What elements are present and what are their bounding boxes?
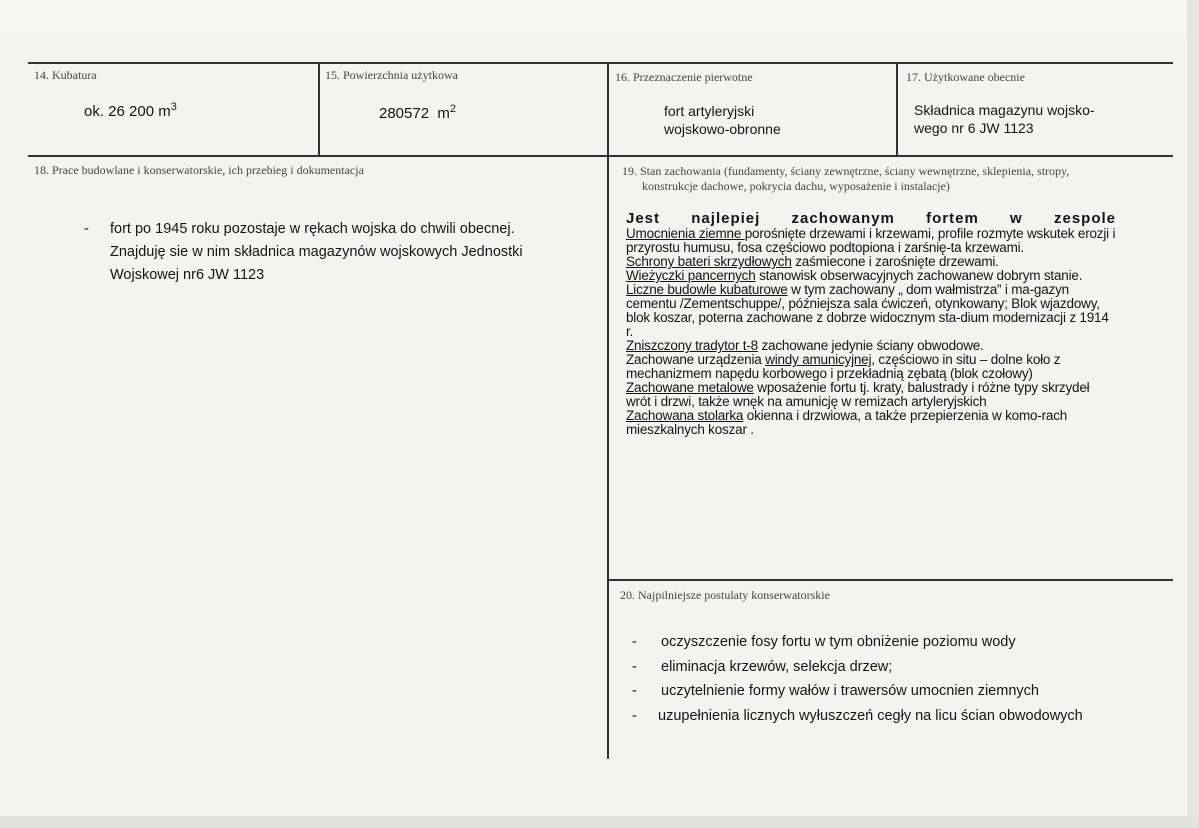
stan-wiezyczki-desc: stanowisk obserwacyjnych zachowanew dobrym stanie. — [755, 268, 1083, 283]
prace-budowlane-label: 18. Prace budowlane i konserwatorskie, ich przebieg i dokumentacja — [34, 163, 364, 177]
scan-top-margin — [0, 0, 1199, 36]
grid-line-col2 — [607, 62, 609, 759]
stan-zachowania-heading: Jest najlepiej zachowanym fortem w zespole — [626, 210, 1116, 227]
stan-umocnienia-desc: porośnięte drzewami i krzewami, profile rozmyte wskutek erozji i przyrostu humusu, fosa częściowo podtopiona i zarśnię-ta krzewami. — [626, 226, 1116, 255]
grid-line-col1 — [318, 62, 320, 157]
uzytkowane-label: 17. Użytkowane obecnie — [906, 70, 1025, 84]
stan-para-schrony — [626, 255, 1116, 269]
stan-para-wiezyczki — [626, 269, 1116, 283]
uzytkowane-line-1: Składnica magazynu wojsko- — [914, 102, 1095, 118]
stan-para-windy — [626, 353, 1116, 381]
stan-para-umocnienia — [626, 227, 1116, 255]
grid-line-col3 — [896, 62, 898, 157]
przeznaczenie-label: 16. Przeznaczenie pierwotne — [615, 70, 753, 84]
powierzchnia-label: 15. Powierzchnia użytkowa — [325, 68, 458, 82]
postulat-dash: - — [632, 683, 637, 699]
scan-right-margin — [1187, 0, 1199, 828]
stan-windy-prefix: Zachowane urządzenia — [626, 352, 766, 367]
kubatura-value — [84, 103, 177, 121]
stan-windy-desc: , częściowo in situ – dolne koło z mechanizmem napędu korbowego i przekładnią zębatą (blok czołowy) — [626, 352, 1061, 381]
stan-tradytor-desc: zachowane jedynie ściany obwodowe. — [757, 338, 984, 353]
stan-metalowe-term: Zachowane metalowe — [626, 380, 754, 395]
powierzchnia-unit-exponent: 2 — [449, 103, 457, 115]
stan-budowle-term: Liczne budowle kubaturowe — [626, 282, 788, 297]
przeznaczenie-line-1: fort artyleryjski — [664, 103, 755, 119]
powierzchnia-value — [379, 105, 456, 123]
uzytkowane-line-2: wego nr 6 JW 1123 — [914, 120, 1034, 136]
grid-line-s20-top — [608, 579, 1173, 581]
prace-budowlane-text — [84, 218, 584, 287]
stan-umocnienia-term: Umocnienia ziemne — [626, 226, 745, 241]
postulaty-label: 20. Najpilniejsze postulaty konserwatorskie — [620, 588, 830, 602]
stan-metalowe-desc: wposażenie fortu tj. kraty, balustrady i różne typy skrzydeł wrót i drzwi, także wnęk na amunicję w remizach artyleryjskich — [626, 380, 1090, 409]
powierzchnia-number: 280572 m — [379, 105, 450, 122]
stan-para-metalowe — [626, 381, 1116, 409]
stan-tradytor-term: Zniszczony tradytor t-8 — [626, 338, 758, 353]
stan-para-budowle — [626, 283, 1116, 339]
stan-schrony-desc: zaśmiecone i zarośnięte drzewami. — [791, 254, 999, 269]
grid-line-top — [28, 62, 1173, 64]
postulat-text: uczytelnienie formy wałów i trawersów umocnien ziemnych — [661, 683, 1039, 699]
prace-budowlane-line-3: Wojskowej nr6 JW 1123 — [110, 267, 265, 283]
prace-budowlane-dash: - — [84, 221, 89, 237]
prace-budowlane-line-1: fort po 1945 roku pozostaje w rękach wojska do chwili obecnej. — [110, 221, 515, 237]
postulat-dash: - — [632, 634, 637, 650]
scan-bottom-margin — [0, 816, 1199, 828]
stan-zachowania-label-2: konstrukcje dachowe, pokrycia dachu, wyposażenie i instalacje) — [642, 179, 950, 193]
postulat-text: eliminacja krzewów, selekcja drzew; — [661, 658, 893, 675]
kubatura-number: ok. 26 200 m — [84, 103, 171, 120]
stan-zachowania-text — [626, 211, 1116, 437]
stan-zachowania-label-1: 19. Stan zachowania (fundamenty, ściany zewnętrzne, ściany wewnętrzne, sklepienia, stropy, — [622, 164, 1070, 178]
kubatura-unit-exponent: 3 — [170, 101, 177, 113]
postulat-text: uzupełnienia licznych wyłuszczeń cegły na licu ścian obwodowych — [658, 707, 1083, 724]
stan-para-tradytor — [626, 339, 1116, 353]
stan-windy-term: windy amunicyjnej — [765, 352, 872, 367]
stan-stolarka-desc: okienna i drzwiowa, a także przepierzenia w komo-rach mieszkalnych koszar . — [626, 408, 1068, 437]
grid-line-middle — [28, 155, 1173, 157]
przeznaczenie-line-2: wojskowo-obronne — [664, 121, 781, 137]
postulat-dash: - — [632, 707, 637, 724]
stan-para-stolarka — [626, 409, 1116, 437]
prace-budowlane-line-2: Znajduję sie w nim składnica magazynów wojskowych Jednostki — [110, 244, 523, 260]
kubatura-label: 14. Kubatura — [34, 68, 97, 82]
stan-stolarka-term: Zachowana stolarka — [626, 408, 744, 423]
postulat-text: oczyszczenie fosy fortu w tym obniżenie poziomu wody — [661, 634, 1016, 650]
stan-budowle-desc: w tym zachowany „ dom wałmistrza” i ma-gazyn cementu /Zementschuppe/, późniejsza sala ćwiczeń, otynkowany; Blok wjazdowy, blok koszar, poterna zachowane z dobrze widocznym sta-dium modernizacji z 1914 r. — [626, 282, 1109, 339]
stan-schrony-term: Schrony bateri skrzydłowych — [626, 254, 792, 269]
stan-wiezyczki-term: Wieżyczki pancernych — [626, 268, 756, 283]
postulat-dash: - — [632, 658, 637, 675]
